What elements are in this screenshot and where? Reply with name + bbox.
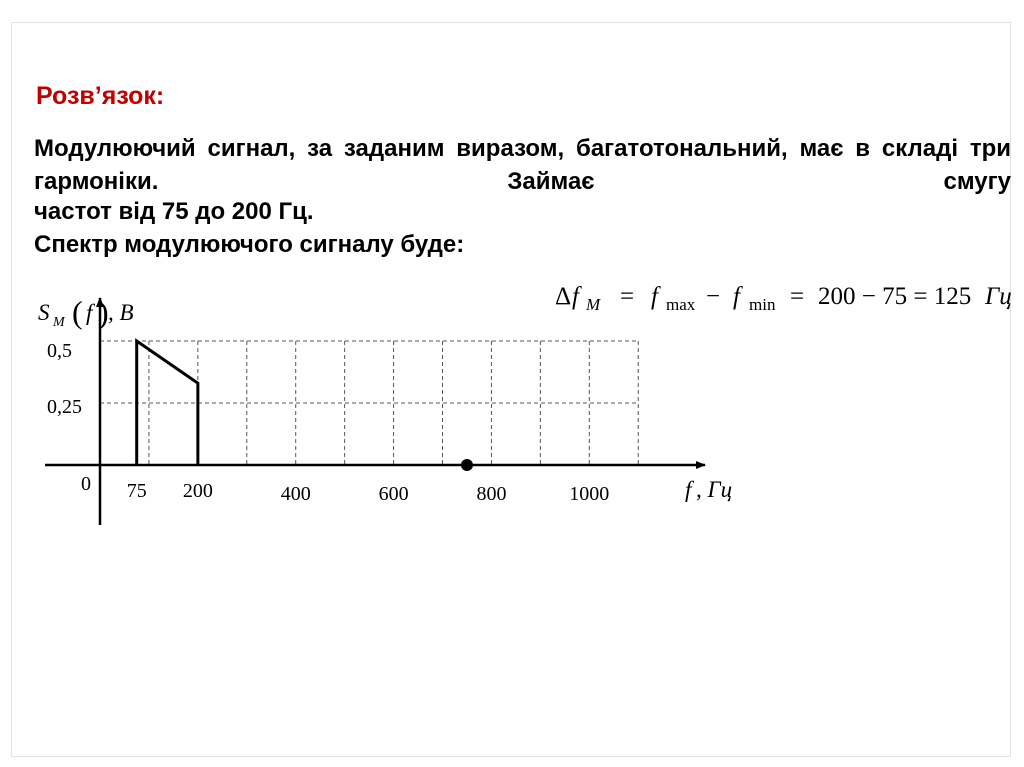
formula-f: f (572, 283, 579, 310)
paragraph-line-2: частот від 75 до 200 Гц. (34, 198, 314, 225)
paragraph-line-1: Модулюючий сигнал, за заданим виразом, багатотональний, має в складі три гармоніки. Займає смугу (34, 135, 1011, 195)
y-label-paren-open: ( (72, 294, 83, 330)
formula-minus: − (706, 283, 721, 310)
axis-point-marker (461, 459, 473, 471)
y-label-sub: M (53, 315, 65, 330)
origin-label: 0 (81, 473, 91, 495)
y-label-s: S (38, 300, 50, 325)
y-tick-label-0-25: 0,25 (47, 396, 82, 418)
formula-fmin-f: f (733, 283, 740, 310)
y-axis-label (38, 294, 134, 330)
x-label-f: f (685, 477, 692, 502)
formula-expression: 200 − 75 = 125 (818, 283, 972, 310)
formula-fmax-f: f (651, 283, 658, 310)
x-label-unit: , Гц (696, 477, 733, 502)
paragraph-line-3: Спектр модулюючого сигналу буде: (34, 231, 465, 258)
x-tick-labels (127, 480, 610, 505)
x-tick-label: 600 (378, 483, 409, 505)
formula-unit: Гц (985, 283, 1012, 310)
bandwidth-formula (555, 283, 1012, 314)
solution-heading: Розв’язок: (36, 82, 165, 110)
x-axis-label (685, 477, 732, 502)
formula-sub-min: min (749, 295, 776, 314)
formula-delta: Δ (555, 283, 572, 310)
x-tick-label: 800 (476, 483, 507, 505)
x-tick-label: 75 (126, 480, 147, 502)
formula-eq-2: = (790, 283, 805, 310)
x-tick-label: 1000 (569, 483, 610, 505)
y-label-paren-close: ) (98, 294, 109, 330)
chart-grid (100, 341, 638, 465)
y-label-unit: , B (108, 300, 134, 325)
formula-eq-1: = (620, 283, 635, 310)
x-tick-label: 400 (280, 483, 311, 505)
formula-sub-max: max (666, 295, 696, 314)
y-label-f: f (86, 300, 93, 325)
y-tick-label-0-5: 0,5 (47, 340, 72, 362)
x-tick-label: 200 (182, 480, 213, 502)
formula-sub-m: M (586, 295, 601, 314)
